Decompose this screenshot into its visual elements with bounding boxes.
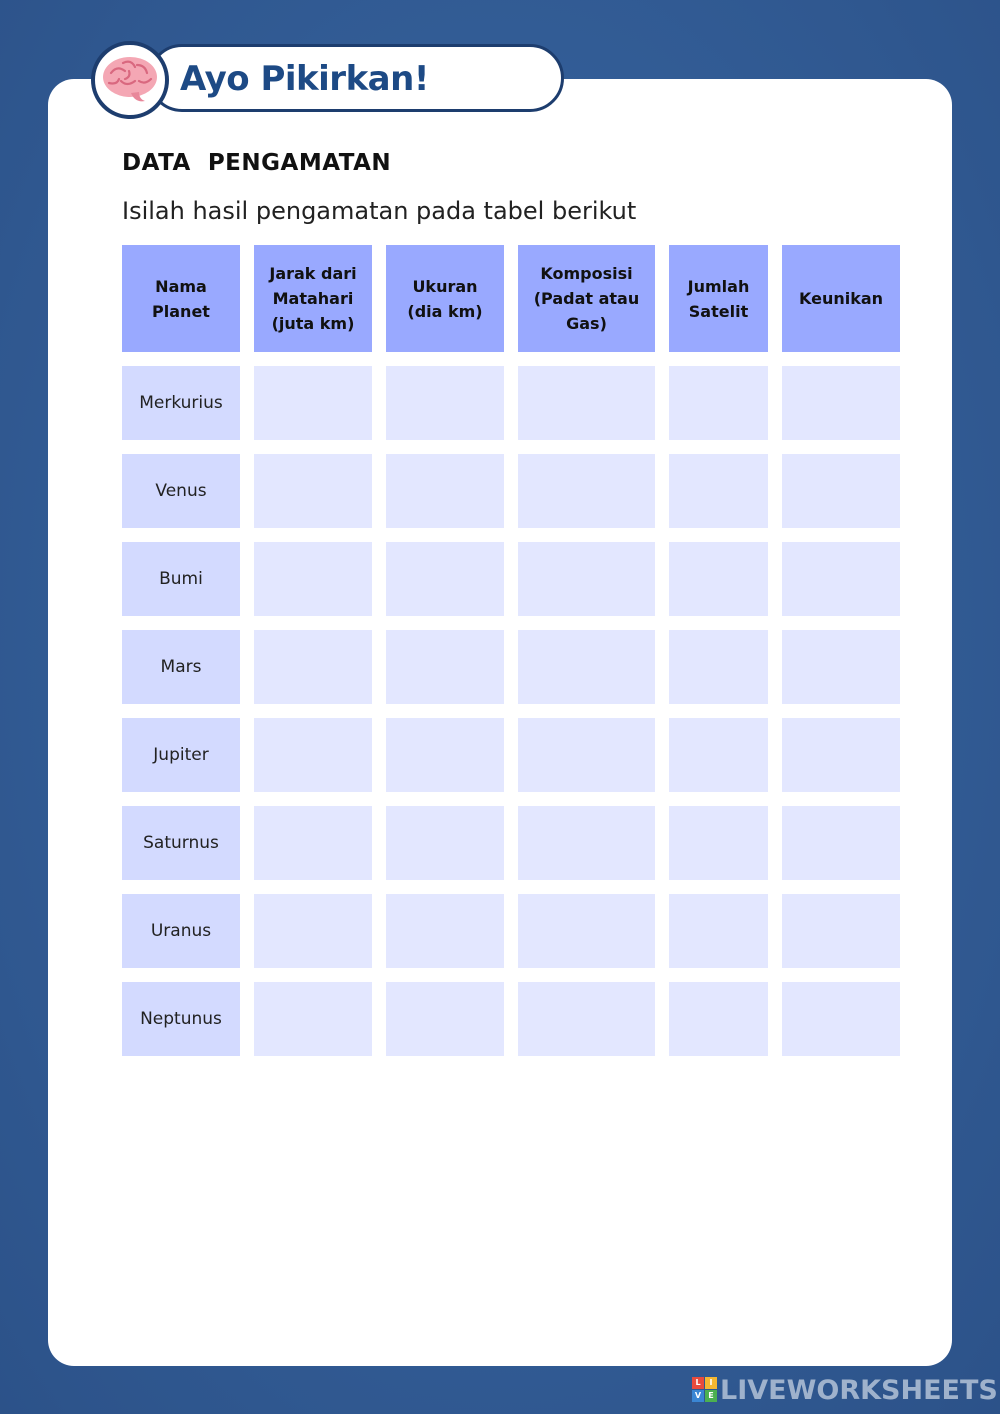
- answer-cell-jarak-dari-matahari[interactable]: [254, 806, 372, 880]
- answer-cell-komposisi[interactable]: [518, 806, 655, 880]
- answer-cell-jumlah-satelit[interactable]: [669, 806, 768, 880]
- brain-badge: [91, 41, 169, 119]
- column-header-jumlah-satelit: Jumlah Satelit: [669, 245, 768, 352]
- column-header-nama-planet: Nama Planet: [122, 245, 240, 352]
- column-header-komposisi: Komposisi (Padat atau Gas): [518, 245, 655, 352]
- observation-table: [122, 245, 900, 1055]
- answer-cell-jumlah-satelit[interactable]: [669, 894, 768, 968]
- column-header-keunikan: Keunikan: [782, 245, 900, 352]
- liveworksheets-brand[interactable]: [692, 1374, 998, 1406]
- answer-cell-jarak-dari-matahari[interactable]: [254, 454, 372, 528]
- answer-cell-keunikan[interactable]: [782, 718, 900, 792]
- page-title: Ayo Pikirkan!: [180, 59, 429, 99]
- answer-cell-jumlah-satelit[interactable]: [669, 982, 768, 1056]
- planet-name-cell: Mars: [122, 630, 240, 704]
- brain-icon: [101, 53, 159, 109]
- answer-cell-keunikan[interactable]: [782, 806, 900, 880]
- answer-cell-jumlah-satelit[interactable]: [669, 630, 768, 704]
- instruction-text: Isilah hasil pengamatan pada tabel berikut: [122, 197, 637, 225]
- planet-name-cell: Bumi: [122, 542, 240, 616]
- planet-name-cell: Neptunus: [122, 982, 240, 1056]
- section-heading: DATA PENGAMATAN: [122, 150, 392, 176]
- answer-cell-komposisi[interactable]: [518, 718, 655, 792]
- answer-cell-keunikan[interactable]: [782, 630, 900, 704]
- logo-letter-e: E: [705, 1390, 717, 1402]
- column-header-jarak-dari-matahari: Jarak dari Matahari (juta km): [254, 245, 372, 352]
- logo-letter-v: V: [692, 1390, 704, 1402]
- answer-cell-ukuran[interactable]: [386, 718, 504, 792]
- planet-name-cell: Merkurius: [122, 366, 240, 440]
- answer-cell-jarak-dari-matahari[interactable]: [254, 894, 372, 968]
- answer-cell-ukuran[interactable]: [386, 366, 504, 440]
- answer-cell-keunikan[interactable]: [782, 454, 900, 528]
- answer-cell-komposisi[interactable]: [518, 454, 655, 528]
- logo-letter-l: L: [692, 1377, 704, 1389]
- answer-cell-jumlah-satelit[interactable]: [669, 366, 768, 440]
- answer-cell-keunikan[interactable]: [782, 982, 900, 1056]
- planet-name-cell: Saturnus: [122, 806, 240, 880]
- answer-cell-komposisi[interactable]: [518, 542, 655, 616]
- planet-name-cell: Jupiter: [122, 718, 240, 792]
- answer-cell-komposisi[interactable]: [518, 894, 655, 968]
- answer-cell-ukuran[interactable]: [386, 982, 504, 1056]
- answer-cell-jumlah-satelit[interactable]: [669, 454, 768, 528]
- answer-cell-ukuran[interactable]: [386, 894, 504, 968]
- answer-cell-jarak-dari-matahari[interactable]: [254, 366, 372, 440]
- planet-name-cell: Uranus: [122, 894, 240, 968]
- answer-cell-jarak-dari-matahari[interactable]: [254, 982, 372, 1056]
- answer-cell-komposisi[interactable]: [518, 366, 655, 440]
- answer-cell-komposisi[interactable]: [518, 630, 655, 704]
- answer-cell-ukuran[interactable]: [386, 630, 504, 704]
- brand-name: LIVEWORKSHEETS: [720, 1374, 998, 1406]
- column-header-ukuran: Ukuran (dia km): [386, 245, 504, 352]
- answer-cell-ukuran[interactable]: [386, 454, 504, 528]
- answer-cell-jarak-dari-matahari[interactable]: [254, 630, 372, 704]
- planet-name-cell: Venus: [122, 454, 240, 528]
- answer-cell-jumlah-satelit[interactable]: [669, 542, 768, 616]
- answer-cell-jarak-dari-matahari[interactable]: [254, 542, 372, 616]
- answer-cell-jarak-dari-matahari[interactable]: [254, 718, 372, 792]
- answer-cell-komposisi[interactable]: [518, 982, 655, 1056]
- answer-cell-ukuran[interactable]: [386, 542, 504, 616]
- answer-cell-jumlah-satelit[interactable]: [669, 718, 768, 792]
- answer-cell-ukuran[interactable]: [386, 806, 504, 880]
- liveworksheets-logo-icon: [692, 1377, 718, 1403]
- answer-cell-keunikan[interactable]: [782, 542, 900, 616]
- answer-cell-keunikan[interactable]: [782, 366, 900, 440]
- logo-letter-i: I: [705, 1377, 717, 1389]
- answer-cell-keunikan[interactable]: [782, 894, 900, 968]
